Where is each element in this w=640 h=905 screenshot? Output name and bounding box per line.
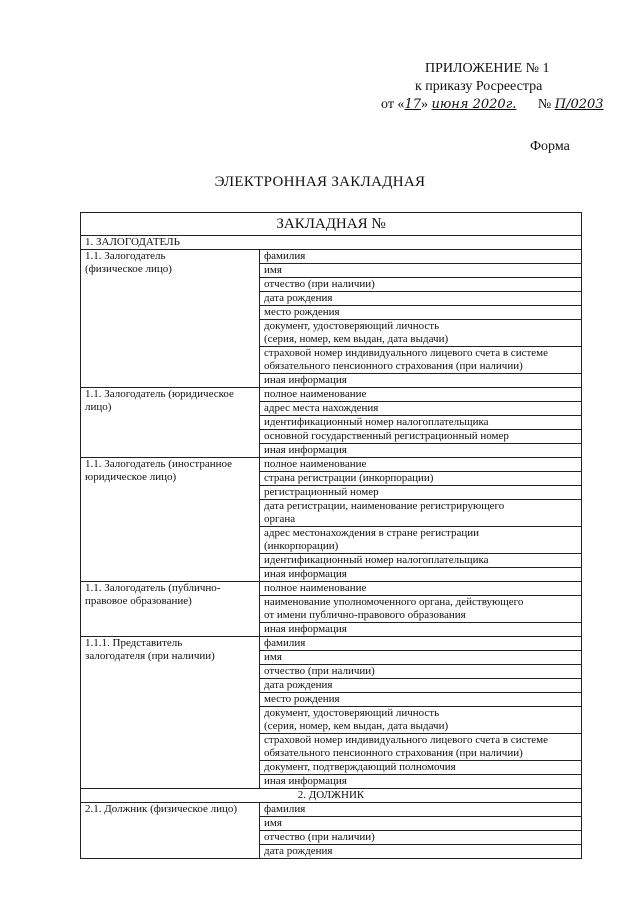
table-row	[81, 458, 582, 472]
pledgor-representative-label: 1.1.1. Представитель залогодателя (при наличии)	[81, 637, 260, 789]
field-cell: дата рождения	[260, 845, 582, 859]
section-debtor: 2. ДОЛЖНИК	[81, 789, 582, 803]
date-mid: »	[420, 97, 428, 112]
pledge-table-body	[81, 213, 582, 859]
field-cell: полное наименование	[260, 458, 582, 472]
table-heading: ЗАКЛАДНАЯ №	[81, 213, 582, 236]
order-date-line	[381, 96, 604, 114]
table-row	[81, 803, 582, 817]
field-cell: страховой номер индивидуального лицевого счета в системе обязательного пенсионного страхования (при наличии)	[260, 734, 582, 761]
field-cell: отчество (при наличии)	[260, 665, 582, 679]
field-cell: дата рождения	[260, 679, 582, 693]
field-cell: документ, удостоверяющий личность (серия, номер, кем выдан, дата выдачи)	[260, 320, 582, 347]
field-cell: дата рождения	[260, 292, 582, 306]
pledgor-public-entity-label: 1.1. Залогодатель (публично- правовое образование)	[81, 582, 260, 637]
form-label: Форма	[530, 139, 570, 154]
table-row	[81, 789, 582, 803]
field-cell: отчество (при наличии)	[260, 831, 582, 845]
field-cell: идентификационный номер налогоплательщика	[260, 416, 582, 430]
table-row	[81, 388, 582, 402]
field-cell: иная информация	[260, 374, 582, 388]
field-cell: место рождения	[260, 306, 582, 320]
number-prefix: №	[537, 97, 552, 112]
table-row	[81, 213, 582, 236]
pledgor-legal-entity-label: 1.1. Залогодатель (юридическое лицо)	[81, 388, 260, 458]
appendix-number: ПРИЛОЖЕНИЕ № 1	[425, 61, 550, 76]
order-number-handwritten: П/0203	[554, 97, 604, 112]
table-row	[81, 236, 582, 250]
date-month-year-handwritten: июня 2020г.	[431, 97, 517, 112]
debtor-individual-label: 2.1. Должник (физическое лицо)	[81, 803, 260, 859]
date-prefix: от «	[381, 97, 405, 112]
field-cell: полное наименование	[260, 582, 582, 596]
field-cell: основной государственный регистрационный номер	[260, 430, 582, 444]
field-cell: иная информация	[260, 775, 582, 789]
field-cell: фамилия	[260, 637, 582, 651]
field-cell: документ, удостоверяющий личность (серия, номер, кем выдан, дата выдачи)	[260, 707, 582, 734]
table-row	[81, 582, 582, 596]
field-cell: фамилия	[260, 250, 582, 264]
date-day-handwritten: 17	[404, 97, 421, 112]
field-cell: фамилия	[260, 803, 582, 817]
field-cell: отчество (при наличии)	[260, 278, 582, 292]
field-cell: иная информация	[260, 568, 582, 582]
field-cell: идентификационный номер налогоплательщика	[260, 554, 582, 568]
field-cell: страховой номер индивидуального лицевого счета в системе обязательного пенсионного страхования (при наличии)	[260, 347, 582, 374]
pledgor-foreign-entity-label: 1.1. Залогодатель (иностранное юридическое лицо)	[81, 458, 260, 582]
appendix-order-ref: к приказу Росреестра	[415, 79, 543, 94]
field-cell: имя	[260, 817, 582, 831]
pledgor-individual-label: 1.1. Залогодатель (физическое лицо)	[81, 250, 260, 388]
field-cell: адрес места нахождения	[260, 402, 582, 416]
field-cell: полное наименование	[260, 388, 582, 402]
field-cell: иная информация	[260, 623, 582, 637]
table-row	[81, 637, 582, 651]
field-cell: место рождения	[260, 693, 582, 707]
field-cell: адрес местонахождения в стране регистрации (инкорпорации)	[260, 527, 582, 554]
field-cell: имя	[260, 651, 582, 665]
section-pledgor: 1. ЗАЛОГОДАТЕЛЬ	[81, 236, 582, 250]
field-cell: страна регистрации (инкорпорации)	[260, 472, 582, 486]
field-cell: иная информация	[260, 444, 582, 458]
field-cell: наименование уполномоченного органа, действующего от имени публично-правового образования	[260, 596, 582, 623]
field-cell: имя	[260, 264, 582, 278]
document-title: ЭЛЕКТРОННАЯ ЗАКЛАДНАЯ	[214, 174, 426, 190]
field-cell: дата регистрации, наименование регистрирующего органа	[260, 500, 582, 527]
table-row	[81, 250, 582, 264]
field-cell: документ, подтверждающий полномочия	[260, 761, 582, 775]
field-cell: регистрационный номер	[260, 486, 582, 500]
pledge-table	[80, 212, 582, 859]
